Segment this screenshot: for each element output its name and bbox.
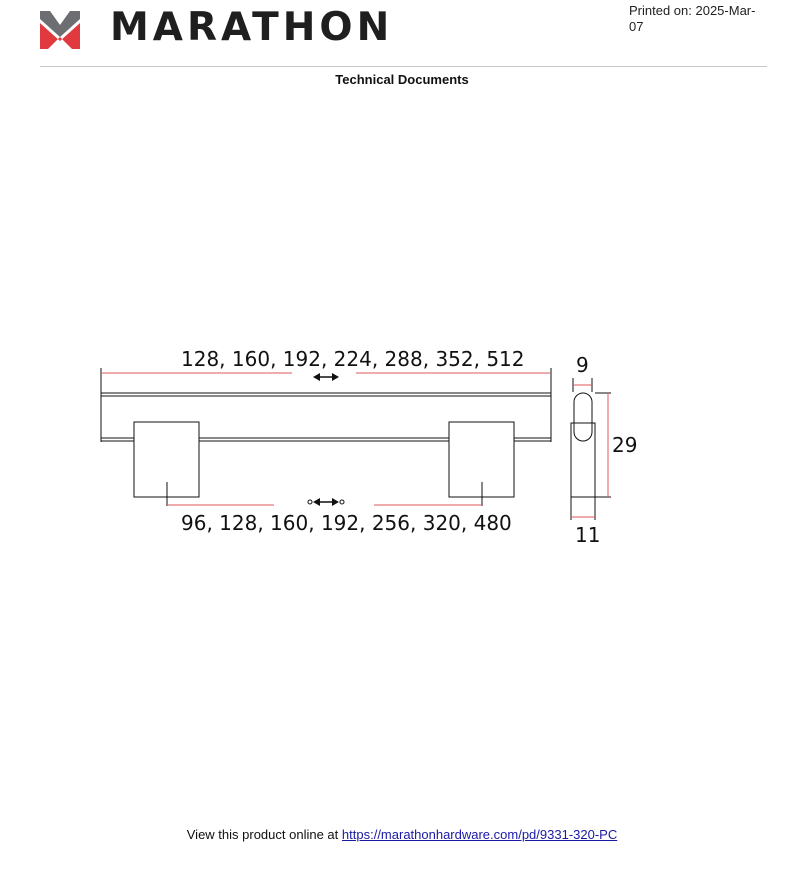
profile-top-cap	[574, 393, 592, 441]
overall-length-label: 128, 160, 192, 224, 288, 352, 512	[181, 347, 525, 371]
profile-height-label: 29	[612, 433, 638, 457]
footer	[0, 827, 804, 842]
profile-width-bottom-label: 11	[575, 523, 601, 547]
adjustable-spacing-arrow-icon	[308, 498, 344, 506]
technical-drawing	[0, 330, 804, 560]
header-divider	[40, 66, 767, 67]
hole-spacing-label: 96, 128, 160, 192, 256, 320, 480	[181, 511, 512, 535]
adjustable-length-arrow-icon	[313, 373, 339, 381]
brand-name: MARATHON	[110, 5, 394, 50]
printed-date: Printed on: 2025-Mar-07	[629, 3, 756, 34]
marathon-logo-icon	[40, 11, 80, 49]
profile-width-top-label: 9	[576, 353, 589, 377]
product-link[interactable]: https://marathonhardware.com/pd/9331-320-PC	[341, 827, 618, 842]
section-title: Technical Documents	[335, 72, 469, 87]
footer-prefix: View this product online at	[186, 827, 339, 842]
